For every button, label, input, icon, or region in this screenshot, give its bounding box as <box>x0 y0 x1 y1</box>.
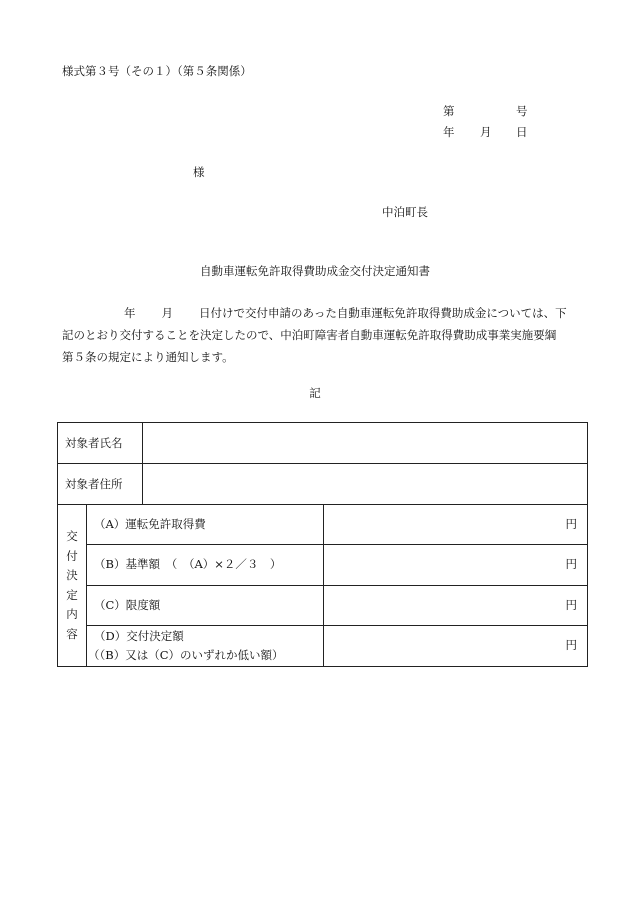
group-label-char: 内 <box>66 607 78 621</box>
document-title: 自動車運転免許取得費助成金交付決定通知書 <box>200 264 430 278</box>
body-month-label: 月 <box>161 306 173 320</box>
target-address-label: 対象者住所 <box>65 477 123 491</box>
date-year-label: 年 <box>443 125 455 139</box>
document-number-suffix: 号 <box>516 104 528 118</box>
ki-heading: 記 <box>309 386 321 400</box>
row-c-unit: 円 <box>565 598 577 612</box>
group-label-char: 容 <box>66 626 78 641</box>
grant-details-group-label <box>58 527 86 644</box>
group-label-char: 交 <box>66 529 78 543</box>
body-line-2: 記のとおり交付することを決定したので、中泊町障害者自動車運転免許取得費助成事業実施要綱 <box>62 328 557 342</box>
row-b-amount-field[interactable] <box>326 547 585 582</box>
group-label-char: 付 <box>66 548 78 563</box>
row-d-unit: 円 <box>565 638 577 652</box>
row-d-label: （D）交付決定額 <box>94 629 184 643</box>
addressee-honorific: 様 <box>193 165 205 179</box>
row-b-unit: 円 <box>565 557 577 571</box>
group-label-char: 決 <box>66 568 78 582</box>
date-day-label: 日 <box>516 125 528 139</box>
date-month-label: 月 <box>480 125 492 139</box>
row-c-amount-field[interactable] <box>326 588 585 623</box>
row-a-label: （A）運転免許取得費 <box>94 517 206 531</box>
body-year-label: 年 <box>124 306 136 320</box>
row-d-amount-field[interactable] <box>326 628 585 663</box>
form-number: 様式第３号（その１）（第５条関係） <box>62 64 252 78</box>
body-line-3: 第５条の規定により通知します。 <box>62 350 234 364</box>
group-label-char: 定 <box>66 587 78 602</box>
target-name-field[interactable] <box>148 427 584 460</box>
body-paragraph <box>62 302 592 368</box>
grant-decision-table <box>57 422 588 667</box>
row-b-label: （B）基準額 （ （A）×２／３ ） <box>94 557 282 571</box>
body-line-1 <box>62 302 592 324</box>
issuer-name: 中泊町長 <box>382 205 428 219</box>
target-name-label: 対象者氏名 <box>65 436 123 450</box>
document-number-label: 第 <box>443 104 455 118</box>
row-a-unit: 円 <box>565 517 577 531</box>
row-c-label: （C）限度額 <box>94 598 161 612</box>
target-address-field[interactable] <box>148 468 584 501</box>
body-line-1-text: 日付けで交付申請のあった自動車運転免許取得費助成金については、下 <box>199 306 567 320</box>
row-a-amount-field[interactable] <box>326 507 585 542</box>
row-d-label-note: （（B）又は（C）のいずれか低い額） <box>88 648 284 662</box>
